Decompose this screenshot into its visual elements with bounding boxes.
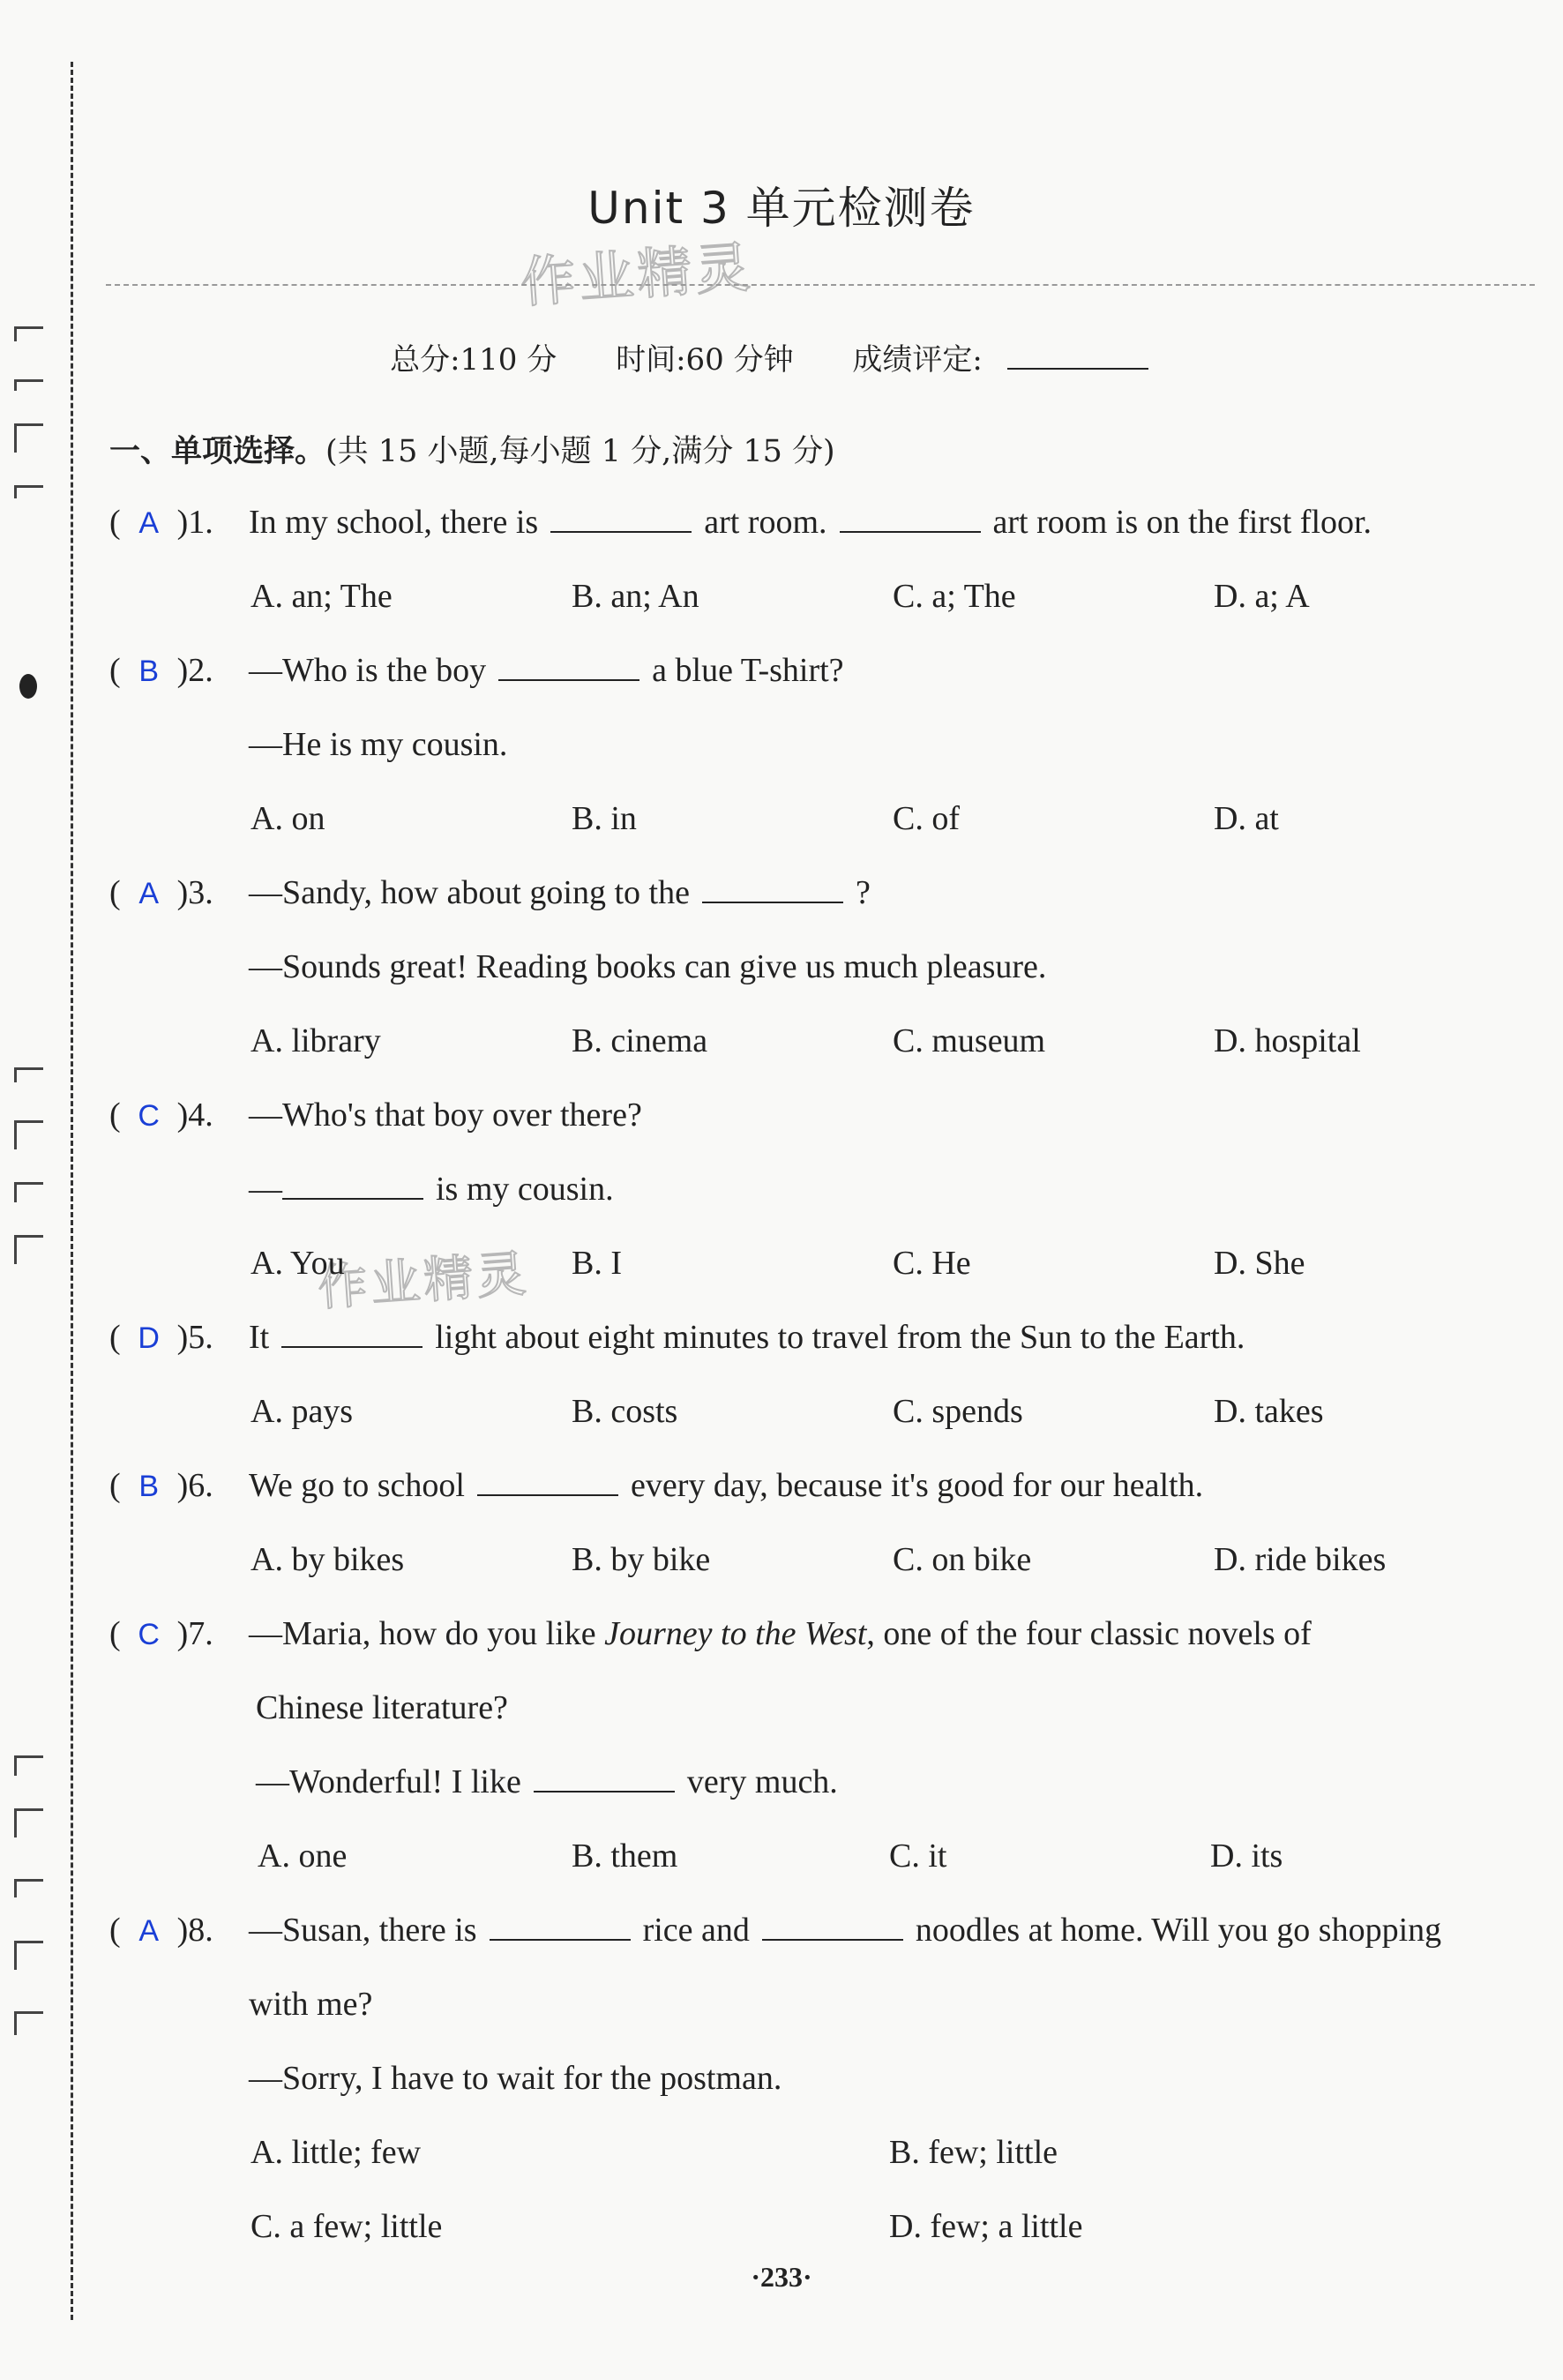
watermark: 作业精灵 <box>316 1245 532 1318</box>
question-1-stem: In my school, there is art room. art room is on the first floor. <box>249 504 1372 541</box>
option[interactable]: B. I <box>572 1245 622 1282</box>
option[interactable]: B. by bike <box>572 1541 711 1578</box>
option[interactable]: C. museum <box>893 1022 1046 1059</box>
section-detail: (共 15 小题,每小题 1 分,满分 15 分) <box>325 434 835 469</box>
option[interactable]: B. them <box>572 1837 678 1875</box>
section-title: 一、单项选择。 <box>109 434 326 469</box>
question-4-number: ( C )4. <box>109 1096 213 1134</box>
page-title: Unit 3 单元检测卷 <box>587 183 976 234</box>
answer-5: D <box>138 1321 160 1355</box>
option[interactable]: A. pays <box>251 1393 354 1430</box>
question-7-stem: —Maria, how do you like Journey to the West, one of the four classic novels of <box>249 1615 1312 1652</box>
question-6-stem: We go to school every day, because it's good for our health. <box>249 1467 1204 1504</box>
option[interactable]: B. costs <box>572 1393 678 1430</box>
blank <box>477 1466 618 1496</box>
option[interactable]: B. few; little <box>889 2134 1058 2171</box>
blank <box>498 651 639 681</box>
title-divider <box>106 284 1535 286</box>
question-3-stem: —Sandy, how about going to the ? <box>249 874 871 911</box>
question-5-stem: It light about eight minutes to travel from the Sun to the Earth. <box>249 1319 1245 1356</box>
option[interactable]: D. its <box>1210 1837 1283 1875</box>
option[interactable]: A. one <box>258 1837 348 1875</box>
option[interactable]: C. it <box>889 1837 947 1875</box>
grade-blank[interactable] <box>1007 341 1148 370</box>
question-5-number: ( D )5. <box>109 1319 213 1356</box>
question-7-number: ( C )7. <box>109 1615 213 1652</box>
blank <box>281 1318 423 1348</box>
option[interactable]: A. You <box>251 1245 345 1282</box>
answer-2: B <box>138 655 159 688</box>
option[interactable]: C. on bike <box>893 1541 1032 1578</box>
grade-field <box>852 342 1172 378</box>
question-2-stem: —Who is the boy a blue T-shirt? <box>249 652 844 689</box>
option[interactable]: C. a few; little <box>251 2208 443 2245</box>
answer-8: A <box>138 1914 159 1948</box>
blank <box>550 503 692 533</box>
question-2-number: ( B )2. <box>109 652 213 689</box>
total-score: 总分:110 分 <box>390 342 557 378</box>
question-4-reply: — is my cousin. <box>249 1171 614 1208</box>
watermark: 作业精灵 <box>519 234 756 316</box>
option[interactable]: C. He <box>893 1245 971 1282</box>
blank <box>282 1170 423 1200</box>
option[interactable]: A. by bikes <box>251 1541 405 1578</box>
option[interactable]: D. ride bikes <box>1214 1541 1387 1578</box>
blank <box>490 1911 631 1941</box>
option[interactable]: C. spends <box>893 1393 1023 1430</box>
question-3-reply: —Sounds great! Reading books can give us much pleasure. <box>249 948 1047 985</box>
grade-label: 成绩评定: <box>852 342 983 378</box>
option[interactable]: A. on <box>251 800 325 837</box>
question-8-stem: —Susan, there is rice and noodles at home. Will you go shopping <box>249 1912 1442 1949</box>
answer-3: A <box>138 877 159 910</box>
option[interactable]: B. in <box>572 800 637 837</box>
option[interactable]: A. an; The <box>251 578 393 615</box>
binding-margin-marks <box>14 309 49 2117</box>
binding-dashed-line <box>71 62 73 2320</box>
option[interactable]: B. an; An <box>572 578 699 615</box>
blank <box>840 503 981 533</box>
answer-1: A <box>138 506 159 540</box>
option[interactable]: D. few; a little <box>889 2208 1083 2245</box>
option[interactable]: D. takes <box>1214 1393 1324 1430</box>
option[interactable]: D. at <box>1214 800 1279 837</box>
question-4-stem: —Who's that boy over there? <box>249 1096 642 1134</box>
question-7-reply: —Wonderful! I like very much. <box>256 1763 838 1800</box>
question-3-number: ( A )3. <box>109 874 213 911</box>
score-info <box>0 335 1563 378</box>
answer-4: C <box>138 1099 160 1133</box>
option[interactable]: D. She <box>1214 1245 1305 1282</box>
option[interactable]: A. little; few <box>251 2134 422 2171</box>
question-7-stem-cont: Chinese literature? <box>256 1689 508 1726</box>
option[interactable]: C. a; The <box>893 578 1016 615</box>
option[interactable]: D. a; A <box>1214 578 1310 615</box>
answer-7: C <box>138 1618 160 1651</box>
answer-6: B <box>138 1470 159 1503</box>
option[interactable]: D. hospital <box>1214 1022 1361 1059</box>
question-2-reply: —He is my cousin. <box>249 726 508 763</box>
page-number: ·233· <box>751 2261 812 2293</box>
question-8-stem-cont: with me? <box>249 1986 373 2023</box>
option[interactable]: B. cinema <box>572 1022 708 1059</box>
question-8-reply: —Sorry, I have to wait for the postman. <box>249 2060 782 2097</box>
question-6-number: ( B )6. <box>109 1467 213 1504</box>
blank <box>534 1763 675 1792</box>
question-1-number: ( A )1. <box>109 504 213 541</box>
blank <box>762 1911 903 1941</box>
blank <box>702 873 843 903</box>
time-limit: 时间:60 分钟 <box>616 342 794 378</box>
section-heading <box>109 427 835 471</box>
option[interactable]: A. library <box>251 1022 381 1059</box>
option[interactable]: C. of <box>893 800 960 837</box>
book-title: Journey to the West <box>604 1615 867 1652</box>
question-8-number: ( A )8. <box>109 1912 213 1949</box>
